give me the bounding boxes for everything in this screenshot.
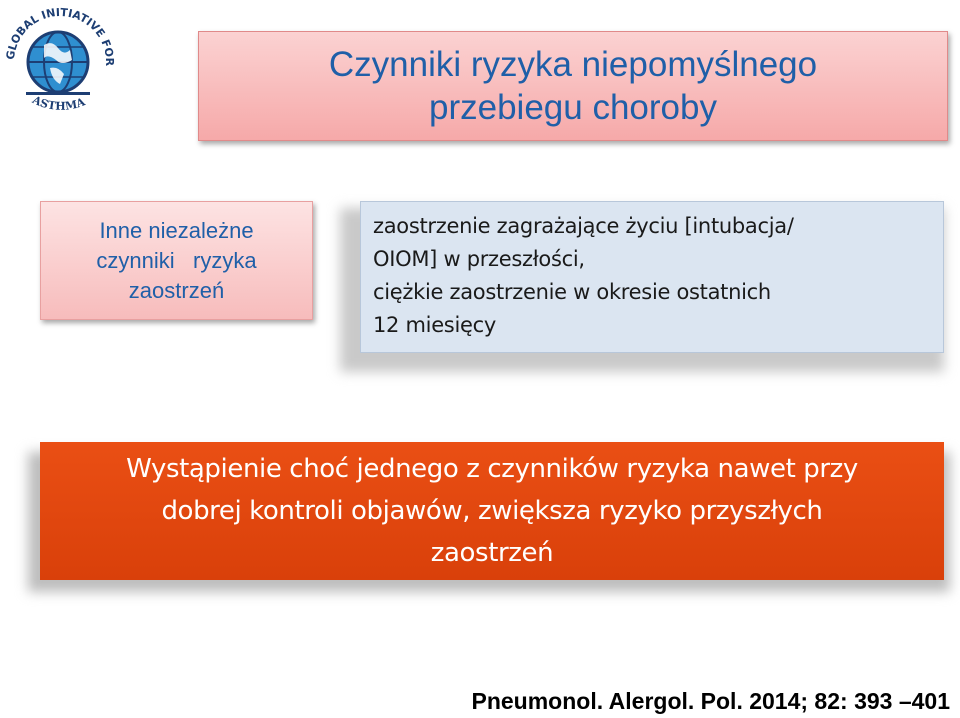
title-line-2: przebiegu choroby	[429, 88, 717, 127]
info-line: OIOM] w przeszłości,	[373, 247, 585, 271]
alert-line-3: zaostrzeń	[430, 538, 554, 568]
info-line: zaostrzenie zagrażające życiu [intubacja/	[373, 214, 794, 238]
label-line-3: zaostrzeń	[128, 277, 225, 303]
risk-factors-label-box	[40, 201, 313, 320]
svg-text:ASTHMA	[29, 93, 87, 113]
title-line-1: Czynniki ryzyka niepomyślnego	[328, 45, 818, 84]
logo-text-top: GLOBAL INITIATIVE FOR	[3, 5, 117, 67]
alert-line-2: dobrej kontroli objawów, zwiększa ryzyko przyszłych	[161, 496, 823, 526]
citation: Pneumonol. Alergol. Pol. 2014; 82: 393 –401	[471, 688, 950, 714]
title-box	[198, 31, 948, 141]
page-title	[329, 43, 817, 129]
alert-text	[126, 448, 858, 574]
risk-factors-label	[96, 216, 256, 306]
info-line: ciężkie zaostrzenie w okresie ostatnich	[373, 280, 771, 304]
alert-line-1: Wystąpienie choć jednego z czynników ryzyka nawet przy	[126, 454, 858, 484]
gina-logo	[0, 0, 118, 118]
logo-text-bottom: ASTHMA	[30, 93, 87, 113]
info-box	[360, 201, 944, 353]
alert-box	[40, 442, 944, 580]
globe-icon	[0, 0, 118, 118]
info-line: 12 miesięcy	[373, 313, 496, 337]
label-line-2: czynniki ryzyka	[96, 247, 257, 273]
label-line-1: Inne niezależne	[99, 217, 254, 243]
